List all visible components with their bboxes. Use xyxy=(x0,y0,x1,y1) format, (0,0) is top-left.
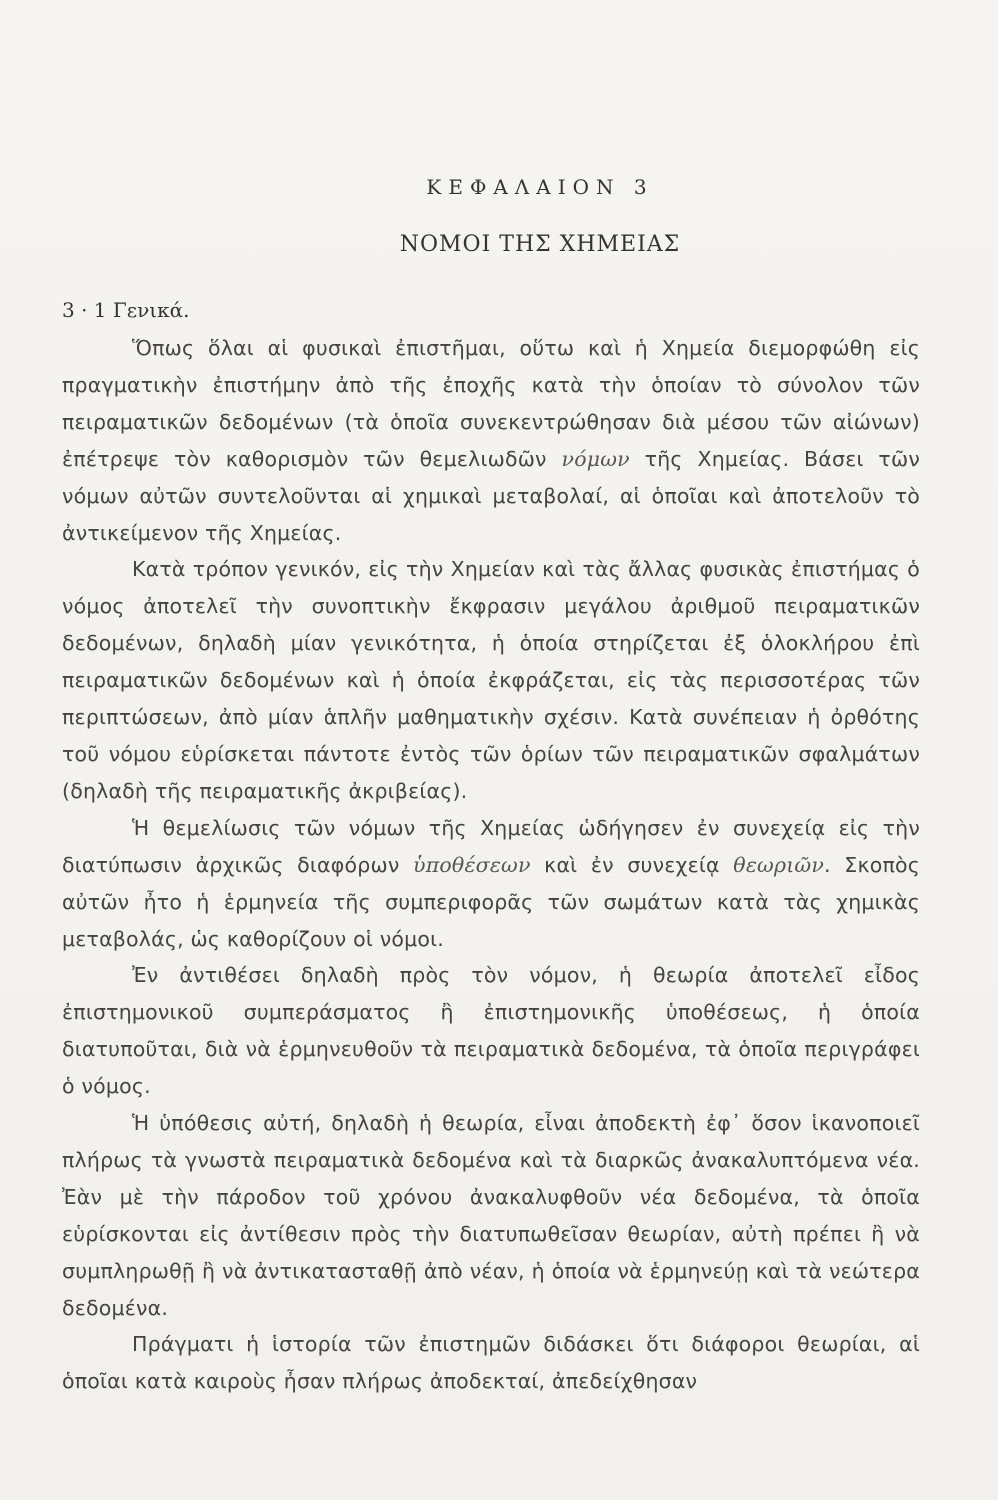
chapter-title: ΝΟΜΟΙ ΤΗΣ ΧΗΜΕΙΑΣ xyxy=(399,232,681,257)
body-text xyxy=(62,330,920,1400)
italic-term: νόμων xyxy=(561,446,630,471)
paragraph: Ἐν ἀντιθέσει δηλαδὴ πρὸς τὸν νόμον, ἡ θεωρία ἀποτελεῖ εἶδος ἐπιστημονικοῦ συμπεράσματος ἢ ἐπιστημονικῆς ὑποθέσεως, ἡ ὁποία διατυποῦται, διὰ νὰ ἑρμηνευθοῦν τὰ πειραματικὰ δεδομένα, τὰ ὁποῖα περιγράφει ὁ νόμος. xyxy=(62,963,920,1099)
section-heading: 3 · 1 Γενικά. xyxy=(62,298,190,322)
paragraph: Κατὰ τρόπον γενικόν, εἰς τὴν Χημείαν καὶ τὰς ἄλλας φυσικὰς ἐπιστήμας ὁ νόμος ἀποτελεῖ τὴν συνοπτικὴν ἔκφρασιν μεγάλου ἀριθμοῦ πειραματικῶν δεδομένων, δηλαδὴ μίαν γενικότητα, ἡ ὁποία στηρίζεται ἐξ ὁλοκλήρου ἐπὶ πειραματικῶν δεδομένων καὶ ἡ ὁποία ἐκφράζεται, εἰς τὰς περισσοτέρας τῶν περιπτώσεων, ἀπὸ μίαν ἁπλῆν μαθηματικὴν σχέσιν. Κατὰ συνέπειαν ἡ ὀρθότης τοῦ νόμου εὑρίσκεται πάντοτε ἐντὸς τῶν ὁρίων τῶν πειραματικῶν σφαλμάτων (δηλαδὴ τῆς πειραματικῆς ἀκριβείας). xyxy=(62,557,920,803)
italic-term: ὑποθέσεων xyxy=(413,852,531,877)
paragraph: Ἡ θεμελίωσις τῶν νόμων τῆς Χημείας ὡδήγησεν ἐν συνεχείᾳ εἰς τὴν διατύπωσιν ἀρχικῶς διαφόρων ὑποθέσεων καὶ ἐν συνεχείᾳ θεωριῶν. Σκοπὸς αὐτῶν ἦτο ἡ ἑρμηνεία τῆς συμπεριφορᾶς τῶν σωμάτων κατὰ τὰς χημικὰς μεταβολάς, ὡς καθορίζουν οἱ νόμοι. xyxy=(62,815,920,951)
italic-term: θεωριῶν xyxy=(733,852,825,877)
chapter-label: ΚΕΦΑΛΑΙΟΝ 3 xyxy=(426,175,654,199)
paragraph: Πράγματι ἡ ἱστορία τῶν ἐπιστημῶν διδάσκει ὅτι διάφοροι θεωρίαι, αἱ ὁποῖαι κατὰ καιροὺς ἦσαν πλήρως ἀποδεκταί, ἀπεδείχθησαν xyxy=(62,1332,920,1394)
paragraph: Ὅπως ὅλαι αἱ φυσικαὶ ἐπιστῆμαι, οὕτω καὶ ἡ Χημεία διεμορφώθη εἰς πραγματικὴν ἐπιστήμην ἀπὸ τῆς ἐποχῆς κατὰ τὴν ὁποίαν τὸ σύνολον τῶν πειραματικῶν δεδομένων (τὰ ὁποῖα συνεκεντρώθησαν διὰ μέσου τῶν αἰώνων) ἐπέτρεψε τὸν καθορισμὸν τῶν θεμελιωδῶν νόμων τῆς Χημείας. Βάσει τῶν νόμων αὐτῶν συντελοῦνται αἱ χημικαὶ μεταβολαί, αἱ ὁποῖαι καὶ ἀποτελοῦν τὸ ἀντικείμενον τῆς Χημείας. xyxy=(62,336,920,545)
paragraph: Ἡ ὑπόθεσις αὐτή, δηλαδὴ ἡ θεωρία, εἶναι ἀποδεκτὴ ἐφ᾽ ὅσον ἱκανοποιεῖ πλήρως τὰ γνωστὰ πειραματικὰ δεδομένα καὶ τὰ διαρκῶς ἀνακαλυπτόμενα νέα. Ἐὰν μὲ τὴν πάροδον τοῦ χρόνου ἀνακαλυφθοῦν νέα δεδομένα, τὰ ὁποῖα εὑρίσκονται εἰς ἀντίθεσιν πρὸς τὴν διατυπωθεῖσαν θεωρίαν, αὐτὴ πρέπει ἢ νὰ συμπληρωθῇ ἢ νὰ ἀντικατασταθῇ ἀπὸ νέαν, ἡ ὁποία νὰ ἑρμηνεύῃ καὶ τὰ νεώτερα δεδομένα. xyxy=(62,1111,920,1320)
